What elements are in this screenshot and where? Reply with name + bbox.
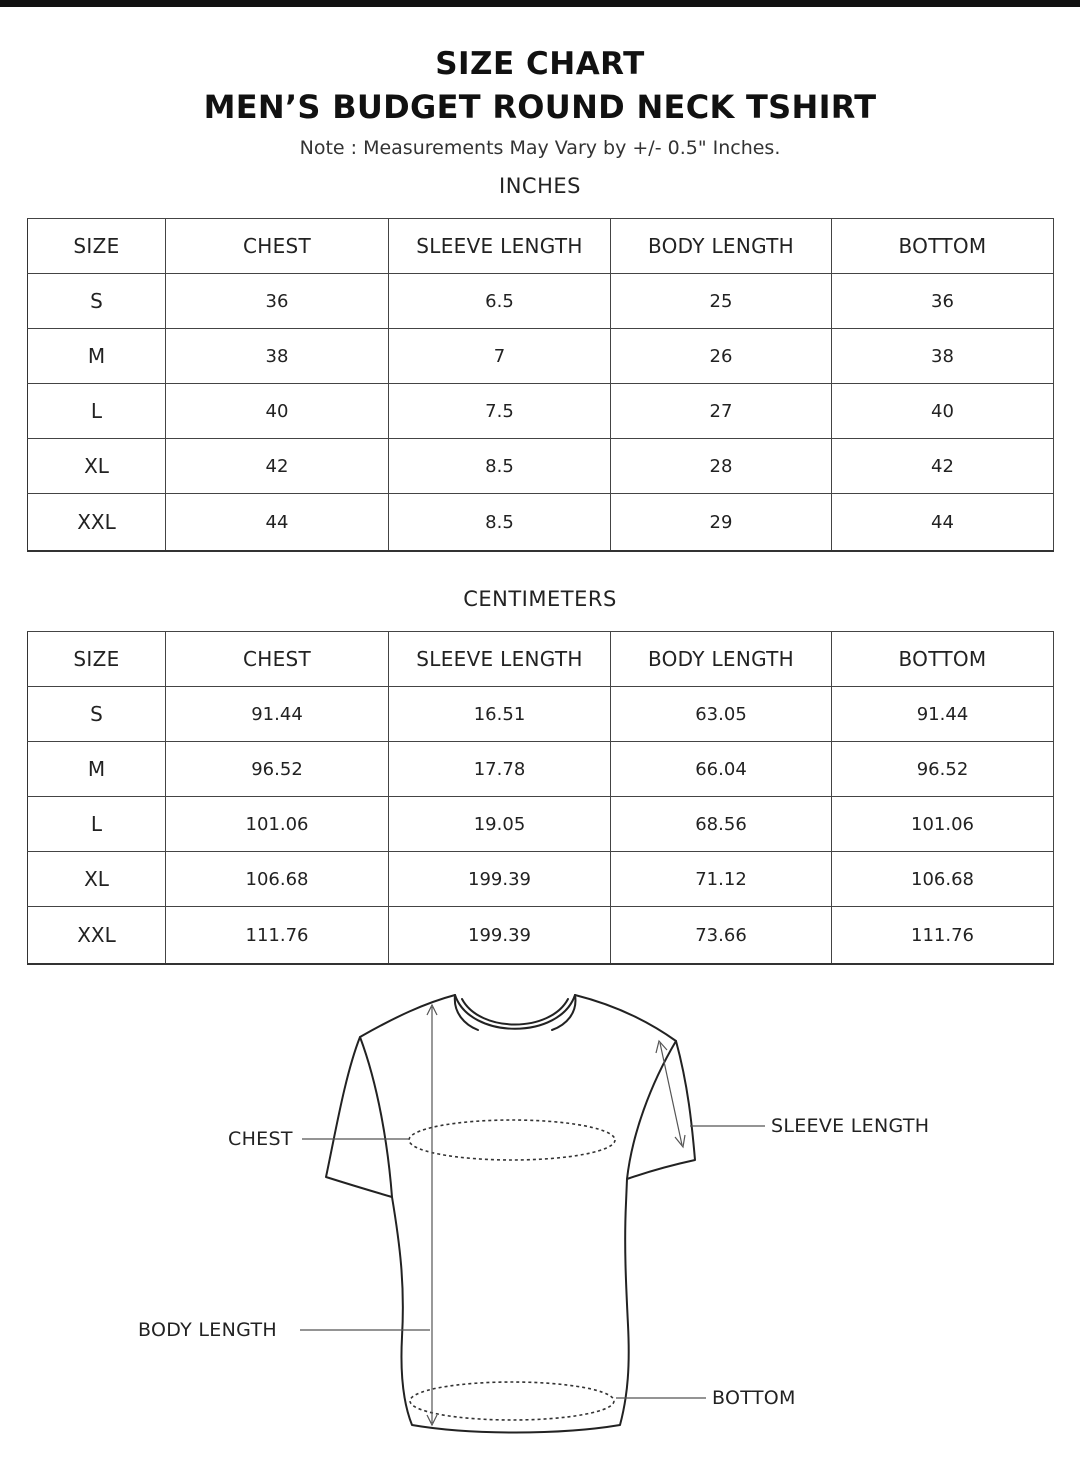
table-row: [28, 852, 1054, 907]
table-row: [28, 384, 1054, 439]
tshirt-outline-icon: [0, 985, 1080, 1455]
table-header-row: [28, 219, 1054, 274]
sleeve-length-cell: 7.5: [389, 384, 611, 439]
body-length-cell: 26: [611, 329, 832, 384]
size-cell: XXL: [28, 494, 166, 552]
centimeters-size-table: [27, 631, 1054, 965]
table-row: [28, 329, 1054, 384]
table-row: [28, 907, 1054, 965]
size-cell: XL: [28, 439, 166, 494]
sleeve-length-cell: 17.78: [389, 742, 611, 797]
chest-cell: 36: [166, 274, 389, 329]
column-header: BOTTOM: [832, 632, 1054, 687]
sleeve-length-cell: 7: [389, 329, 611, 384]
bottom-cell: 101.06: [832, 797, 1054, 852]
column-header: BODY LENGTH: [611, 219, 832, 274]
bottom-cell: 111.76: [832, 907, 1054, 965]
column-header: CHEST: [166, 219, 389, 274]
tshirt-measurement-diagram: [0, 985, 1080, 1455]
chest-cell: 42: [166, 439, 389, 494]
chest-cell: 111.76: [166, 907, 389, 965]
bottom-cell: 42: [832, 439, 1054, 494]
chest-cell: 96.52: [166, 742, 389, 797]
sleeve-length-cell: 199.39: [389, 852, 611, 907]
sleeve-length-cell: 8.5: [389, 439, 611, 494]
sleeve-length-label: SLEEVE LENGTH: [771, 1115, 930, 1137]
body-length-cell: 28: [611, 439, 832, 494]
body-length-cell: 63.05: [611, 687, 832, 742]
table-row: [28, 742, 1054, 797]
column-header: SLEEVE LENGTH: [389, 219, 611, 274]
column-header: CHEST: [166, 632, 389, 687]
column-header: SIZE: [28, 632, 166, 687]
table-row: [28, 494, 1054, 552]
column-header: SLEEVE LENGTH: [389, 632, 611, 687]
column-header: BOTTOM: [832, 219, 1054, 274]
size-cell: S: [28, 687, 166, 742]
bottom-cell: 106.68: [832, 852, 1054, 907]
body-length-cell: 29: [611, 494, 832, 552]
table-row: [28, 797, 1054, 852]
body-length-label: BODY LENGTH: [138, 1319, 277, 1341]
sleeve-length-cell: 199.39: [389, 907, 611, 965]
size-cell: M: [28, 329, 166, 384]
inches-size-table: [27, 218, 1054, 552]
chest-cell: 38: [166, 329, 389, 384]
body-length-cell: 27: [611, 384, 832, 439]
size-cell: XXL: [28, 907, 166, 965]
inches-heading: INCHES: [499, 174, 581, 198]
body-length-cell: 68.56: [611, 797, 832, 852]
body-length-cell: 66.04: [611, 742, 832, 797]
chest-cell: 106.68: [166, 852, 389, 907]
bottom-label: BOTTOM: [712, 1387, 796, 1409]
column-header: SIZE: [28, 219, 166, 274]
sleeve-length-cell: 19.05: [389, 797, 611, 852]
body-length-cell: 25: [611, 274, 832, 329]
product-subtitle: MEN’S BUDGET ROUND NECK TSHIRT: [203, 88, 877, 126]
size-cell: XL: [28, 852, 166, 907]
bottom-cell: 40: [832, 384, 1054, 439]
top-border-bar: [0, 0, 1080, 7]
chest-cell: 101.06: [166, 797, 389, 852]
chest-cell: 44: [166, 494, 389, 552]
body-length-cell: 73.66: [611, 907, 832, 965]
chest-label: CHEST: [228, 1128, 293, 1150]
chest-cell: 91.44: [166, 687, 389, 742]
bottom-cell: 38: [832, 329, 1054, 384]
sleeve-length-cell: 16.51: [389, 687, 611, 742]
size-cell: L: [28, 384, 166, 439]
centimeters-heading: CENTIMETERS: [463, 587, 617, 611]
table-header-row: [28, 632, 1054, 687]
table-row: [28, 439, 1054, 494]
column-header: BODY LENGTH: [611, 632, 832, 687]
bottom-cell: 96.52: [832, 742, 1054, 797]
bottom-cell: 36: [832, 274, 1054, 329]
bottom-cell: 44: [832, 494, 1054, 552]
chest-cell: 40: [166, 384, 389, 439]
table-row: [28, 274, 1054, 329]
measurement-note: Note : Measurements May Vary by +/- 0.5" Inches.: [299, 137, 781, 159]
size-cell: L: [28, 797, 166, 852]
size-cell: S: [28, 274, 166, 329]
table-row: [28, 687, 1054, 742]
size-cell: M: [28, 742, 166, 797]
sleeve-length-cell: 6.5: [389, 274, 611, 329]
sleeve-length-cell: 8.5: [389, 494, 611, 552]
page-title: SIZE CHART: [435, 46, 645, 82]
body-length-cell: 71.12: [611, 852, 832, 907]
bottom-cell: 91.44: [832, 687, 1054, 742]
